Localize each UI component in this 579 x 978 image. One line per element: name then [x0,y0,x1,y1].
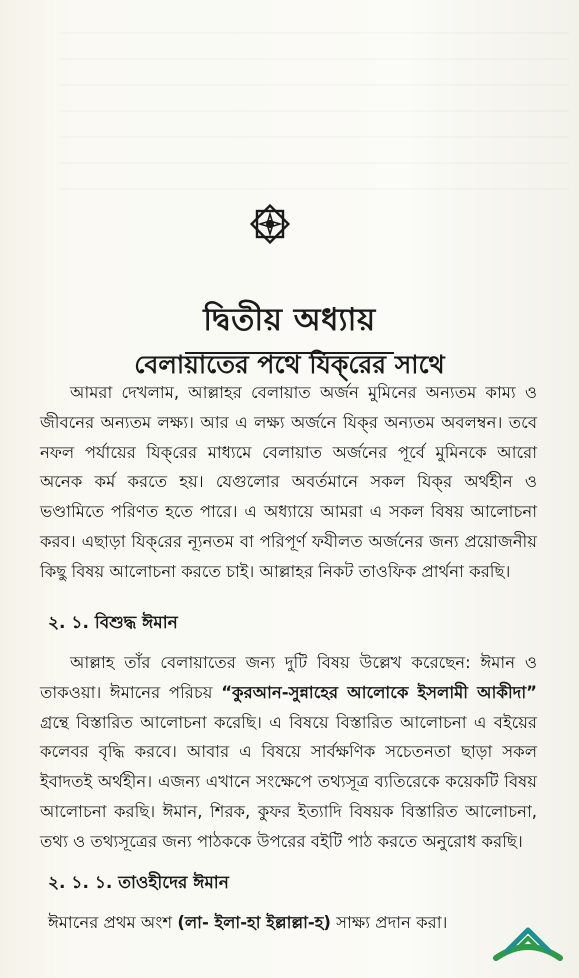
bleed-through-text [60,20,569,190]
book-title-reference: “কুরআন-সুন্নাহের আলোকে ইসলামী আকীদা” [221,682,537,702]
chapter-subtitle: বেলায়াতের পথে যিক্‌রের সাথে [134,350,445,379]
section-heading-pure-iman: ২. ১. বিশুদ্ধ ঈমান [48,613,178,633]
section-heading-tawhid: ২. ১. ১. তাওহীদের ঈমান [48,873,229,893]
pure-iman-text-b: গ্রন্থে বিস্তারিত আলোচনা করেছি। এ বিষয়ে বিস্তারিত আলোচনা এ বইয়ের কলেবর বৃদ্ধি করবে। আবার এ বিষয়ে সার্বক্ষণিক সচেতনতা ছাড়া সকল ইবাদতই অর্থহীন। এজন্য এখানে সংক্ষেপে তথ্যসূত্র ব্যতিরেকে কয়েকটি বিষয় আলোচনা করছি। ঈমান, শিরক, কুফর ইত্যাদি বিষয়ক বিস্তারিত আলোচনা, তথ্য ও তথ্যসূত্রের জন্য পাঠককে উপরের বইটি পাঠ করতে অনুরোধ করছি। [40,712,537,851]
tawhid-paragraph [40,908,537,938]
kalima-text: (লা- ইলা-হা ইল্লাল্লা-হ) [177,913,331,932]
pure-iman-paragraph [40,648,537,857]
publisher-logo-icon [488,918,568,968]
tawhid-text-a: ঈমানের প্রথম অংশ [48,913,178,932]
tawhid-text-b: সাক্ষ্য প্রদান করা। [330,913,448,932]
intro-paragraph: আমরা দেখলাম, আল্লাহর বেলায়াত অর্জন মুমিনের অন্যতম কাম্য ও জীবনের অন্যতম লক্ষ্য। আর এ লক্ষ্য অর্জনে যিক্‌র অন্যতম অবলম্বন। তবে নফল পর্যায়ের যিক্‌রের মাধ্যমে বেলায়াত অর্জনের পূর্বে মুমিনকে আরো অনেক কর্ম করতে হয়। যেগুলোর অবর্তমানে সকল যিক্‌র অর্থহীন ও ভণ্ডামিতে পরিণত হতে পারে। এ অধ্যায়ে আমরা এ সকল বিষয় আলোচনা করব। এছাড়া যিক্‌রের ন্যূনতম বা পরিপূর্ণ ফযীলত অর্জনের জন্য প্রয়োজনীয় কিছু বিষয় আলোচনা করতে চাই। আল্লাহর নিকট তাওফিক প্রার্থনা করছি। [40,383,537,581]
chapter-title: দ্বিতীয় অধ্যায় [185,296,393,354]
pure-iman-text-a: আল্লাহ তাঁর বেলায়াতের জন্য দুটি বিষয় উল্লেখ করেছেন: ঈমান ও তাকওয়া। ঈমানের পরিচয় [40,653,537,702]
floral-star-ornament-icon [246,200,294,248]
